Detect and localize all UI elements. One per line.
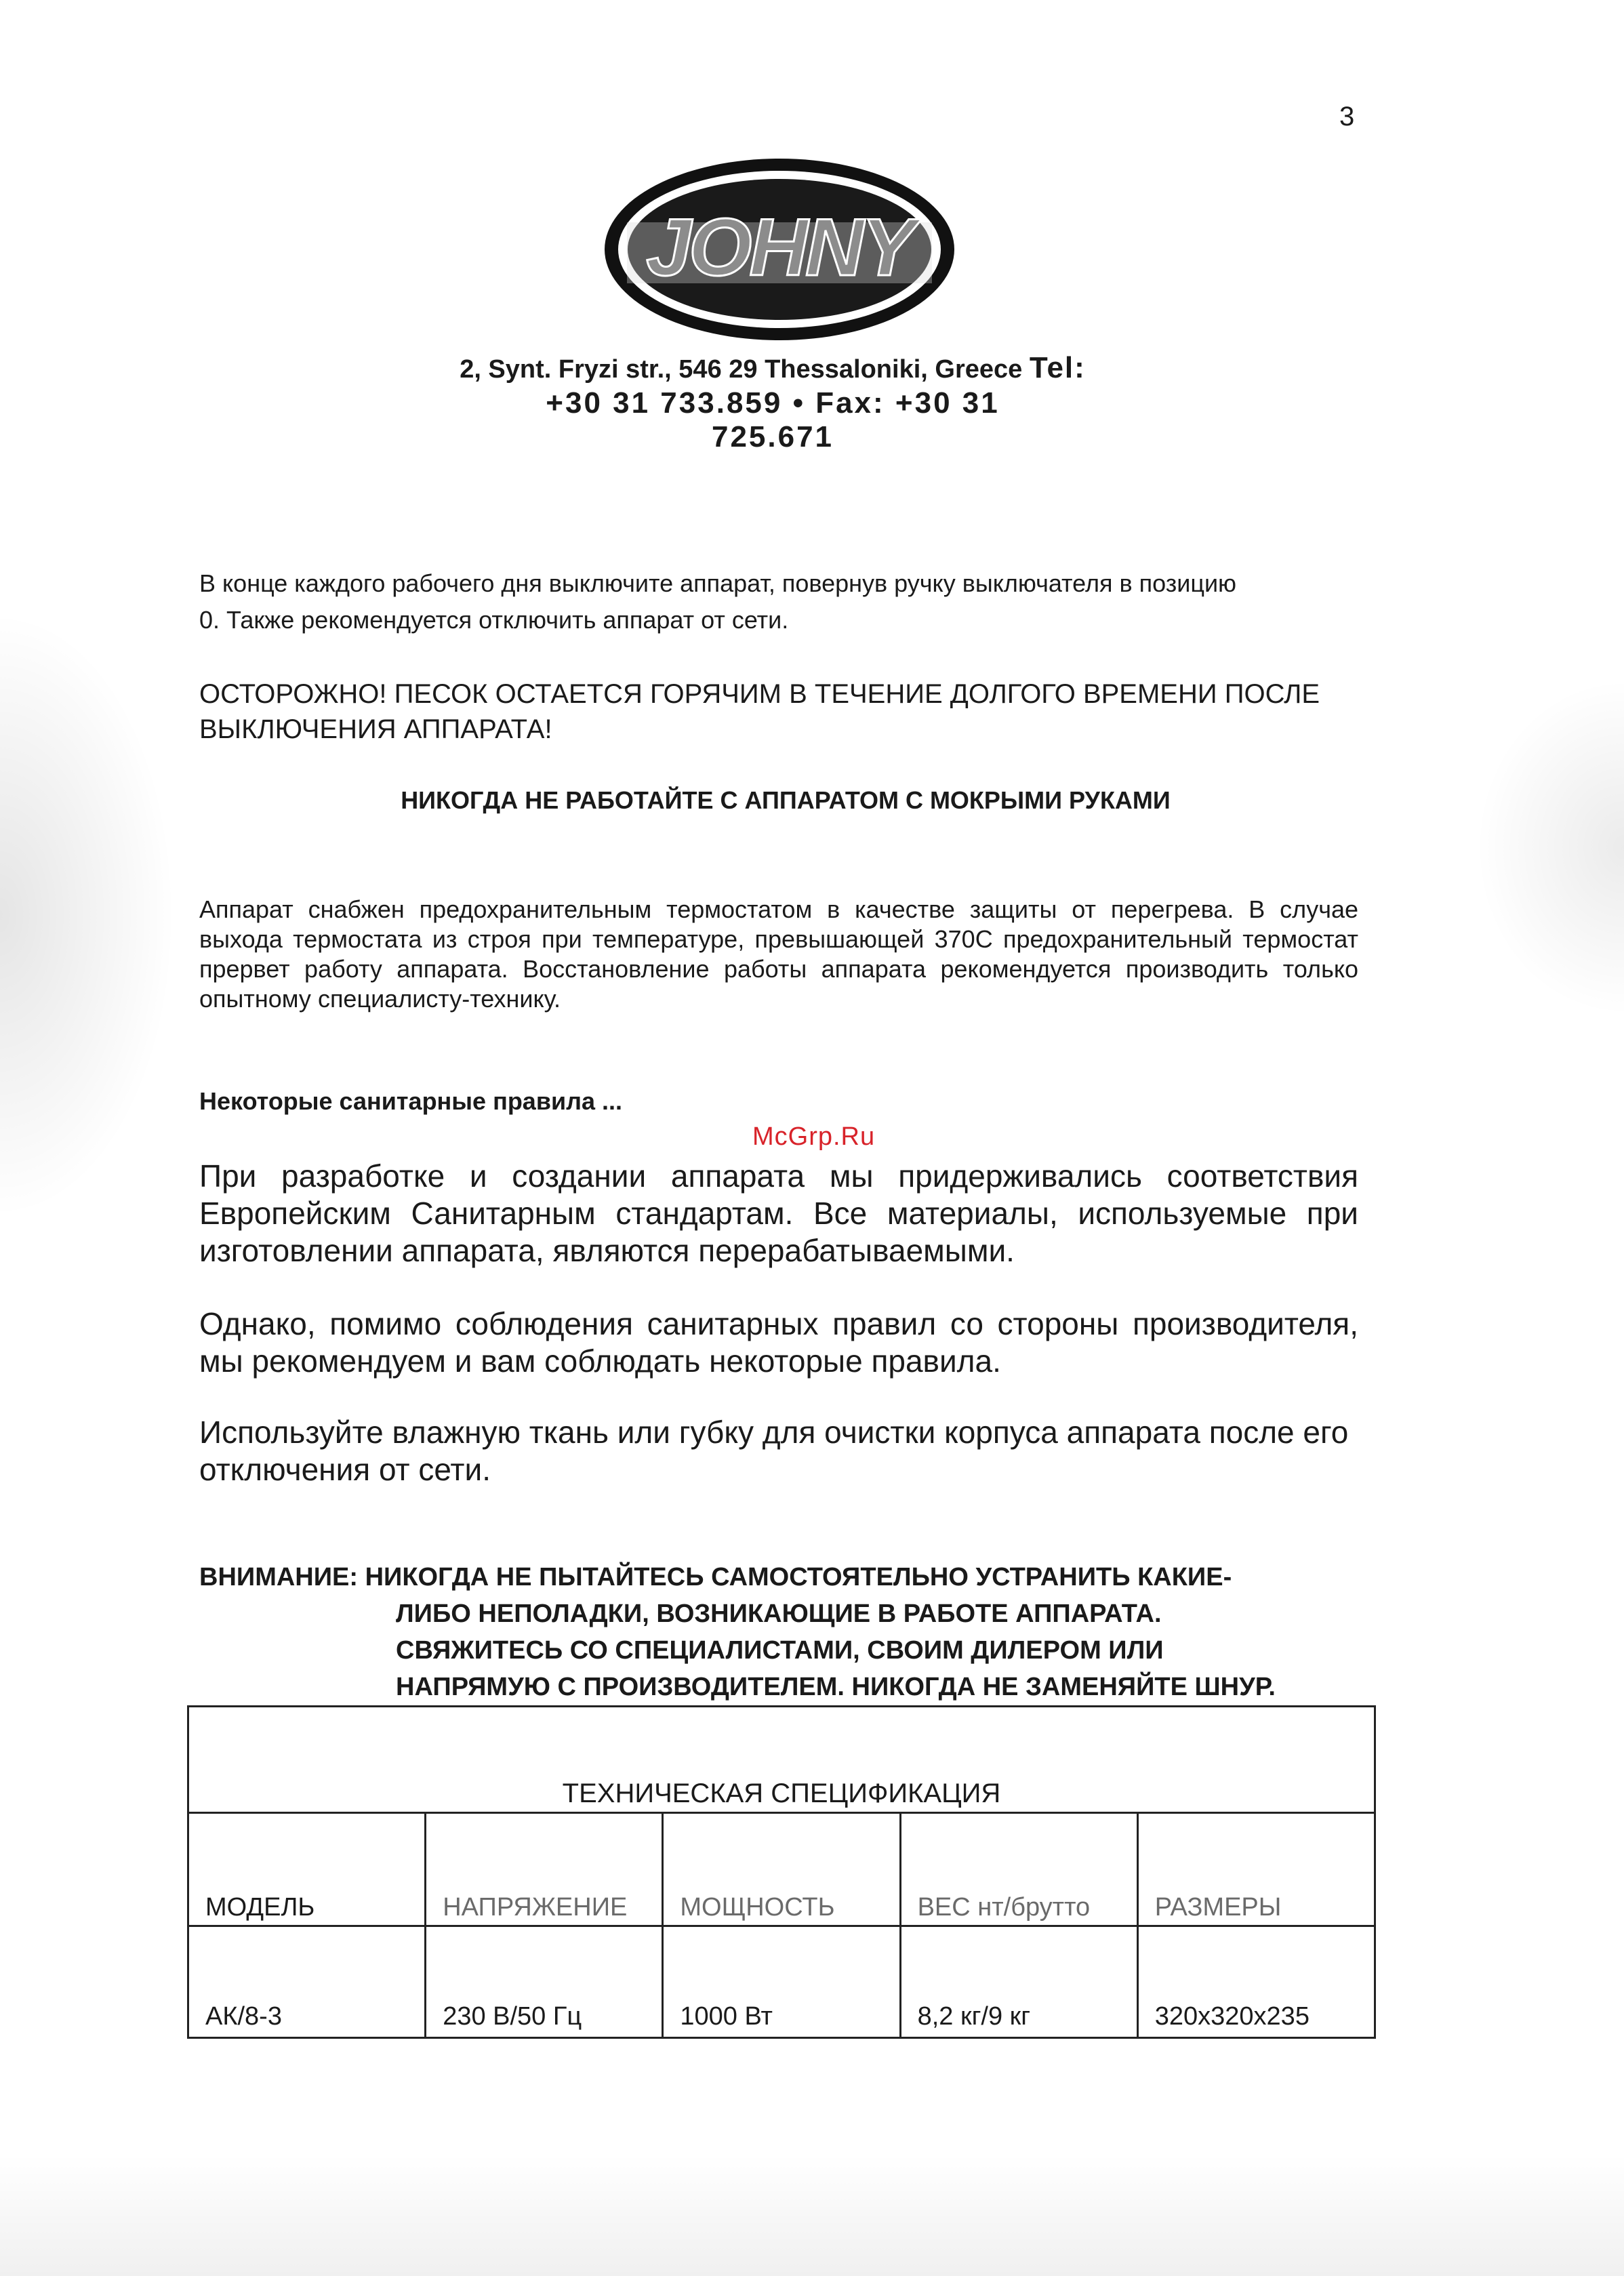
warning-line: ЛИБО НЕПОЛАДКИ, ВОЗНИКАЮЩИЕ В РАБОТЕ АППАРАТА. — [396, 1600, 1162, 1628]
cleaning-paragraph: Используйте влажную ткань или губку для очистки корпуса аппарата после его отключения от сети. — [199, 1415, 1349, 1487]
spec-table — [187, 1705, 1376, 2039]
scan-shadow — [1475, 678, 1624, 1017]
logo-text: JOHNY — [646, 202, 913, 293]
wet-hands-warning: НИКОГДА НЕ РАБОТАЙТЕ С АППАРАТОМ С МОКРЫМИ РУКАМИ — [401, 786, 1171, 814]
value-weight: 8,2 кг/9 кг — [900, 1926, 1137, 2038]
header-weight: ВЕС нт/брутто — [900, 1813, 1137, 1926]
header-dimensions: РАЗМЕРЫ — [1137, 1813, 1375, 1926]
address: 2, Synt. Fryzi str., 546 29 Thessaloniki, Greece — [460, 355, 1023, 384]
page-number: 3 — [1339, 102, 1355, 131]
sanitary-heading: Некоторые санитарные правила ... — [199, 1087, 622, 1115]
standards-paragraph: При разработке и создании аппарата мы придерживались соответствия Европейским Санитарным стандартам. Все материалы, используемые при изготовлении аппарата, являются перерабатываемыми. — [199, 1158, 1358, 1268]
shutdown-paragraph: В конце каждого рабочего дня выключите аппарат, повернув ручку выключателя в позицию 0. Также рекомендуется отключить аппарат от сети. — [199, 569, 1237, 634]
scan-shadow — [0, 610, 176, 1220]
tel-fax-line: +30 31 733.859 • Fax: +30 31 — [546, 386, 1000, 420]
spec-value-row — [188, 1926, 1375, 2038]
warning-line: НАПРЯМУЮ С ПРОИЗВОДИТЕЛЕМ. НИКОГДА НЕ ЗАМЕНЯЙТЕ ШНУР. — [396, 1673, 1276, 1701]
rules-paragraph: Однако, помимо соблюдения санитарных правил со стороны производителя, мы рекомендуем и вам соблюдать некоторые правила. — [199, 1306, 1358, 1379]
header-power: МОЩНОСТЬ — [663, 1813, 900, 1926]
value-power: 1000 Вт — [663, 1926, 900, 2038]
tel-label: Tel: — [1029, 351, 1086, 384]
company-logo — [600, 155, 959, 344]
thermostat-paragraph: Аппарат снабжен предохранительным термостатом в качестве защиты от перегрева. В случае выхода термостата из строя при температуре, превышающей 370С предохранительный термостат прервет работу аппарата. Восстановление работы аппарата рекомендуется производить только опытному специалисту-технику. — [199, 895, 1358, 1013]
repair-warning — [199, 1559, 1372, 1705]
warning-line: ВНИМАНИЕ: НИКОГДА НЕ ПЫТАЙТЕСЬ САМОСТОЯТЕЛЬНО УСТРАНИТЬ КАКИЕ- — [199, 1563, 1232, 1591]
spec-title-row — [188, 1707, 1375, 1813]
value-voltage: 230 В/50 Гц — [426, 1926, 663, 2038]
spec-header-row — [188, 1813, 1375, 1926]
caution-paragraph: ОСТОРОЖНО! ПЕСОК ОСТАЕТСЯ ГОРЯЧИМ В ТЕЧЕНИЕ ДОЛГОГО ВРЕМЕНИ ПОСЛЕ ВЫКЛЮЧЕНИЯ АППАРАТА! — [199, 679, 1320, 744]
warning-line: СВЯЖИТЕСЬ СО СПЕЦИАЛИСТАМИ, СВОИМ ДИЛЕРОМ ИЛИ — [396, 1636, 1164, 1665]
value-model: АК/8-3 — [188, 1926, 426, 2038]
value-dimensions: 320x320x235 — [1137, 1926, 1375, 2038]
spec-title: ТЕХНИЧЕСКАЯ СПЕЦИФИКАЦИЯ — [188, 1707, 1375, 1813]
header-voltage: НАПРЯЖЕНИЕ — [426, 1813, 663, 1926]
header-model: МОДЕЛЬ — [188, 1813, 426, 1926]
watermark: McGrp.Ru — [752, 1122, 876, 1151]
fax-line: 725.671 — [711, 420, 834, 453]
scan-shadow — [0, 2154, 1624, 2276]
contact-block — [380, 351, 1166, 454]
